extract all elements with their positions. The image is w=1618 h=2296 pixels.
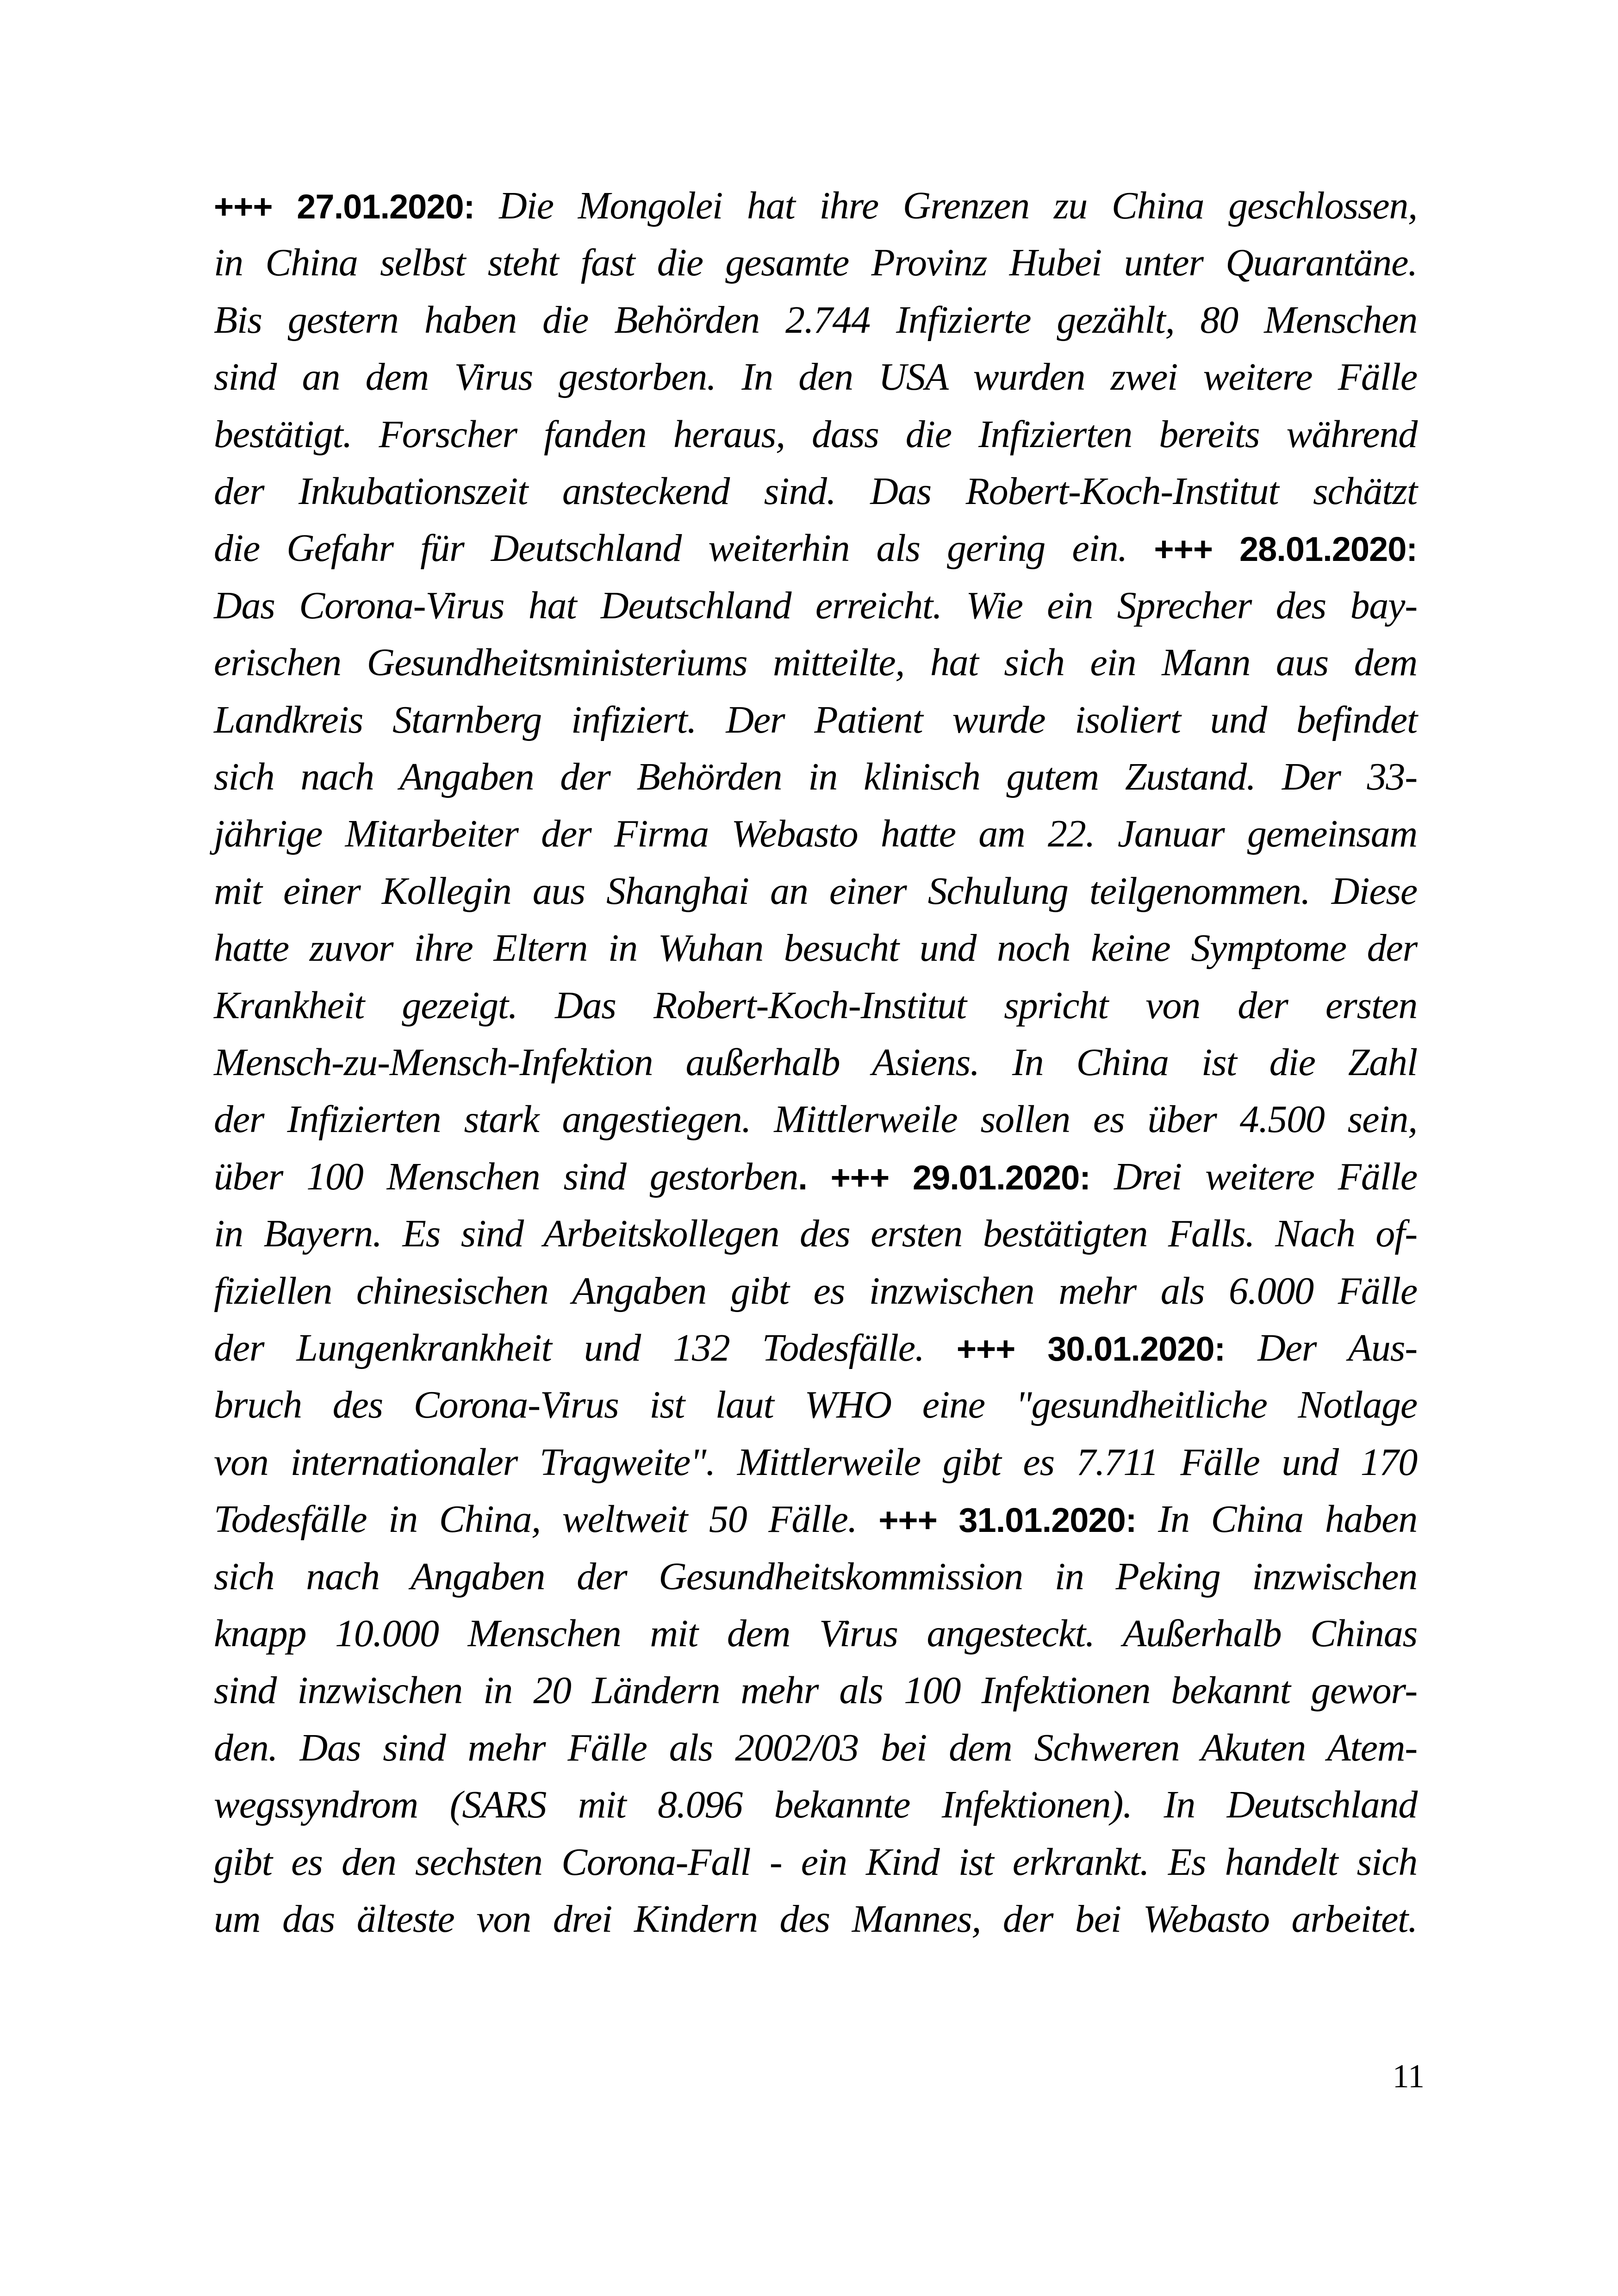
text-run: wegssyndrom (SARS mit 8.096 bekannte Infektionen). In Deutschland: [214, 1783, 1417, 1827]
text-line: [214, 1149, 1417, 1209]
text-run: sind an dem Virus gestorben. In den USA wurden zwei weitere Fälle: [214, 355, 1417, 399]
text-run: Mensch-zu-Mensch-Infektion außerhalb Asiens. In China ist die Zahl: [214, 1041, 1417, 1084]
text-run: knapp 10.000 Menschen mit dem Virus angesteckt. Außerhalb Chinas: [214, 1612, 1417, 1655]
text-line: [214, 1663, 1417, 1723]
text-line: [214, 521, 1417, 581]
text-run: von internationaler Tragweite". Mittlerweile gibt es 7.711 Fälle und 170: [214, 1440, 1417, 1484]
text-line: [214, 292, 1417, 353]
text-run: sind inzwischen in 20 Ländern mehr als 100 Infektionen bekannt gewor-: [214, 1669, 1417, 1712]
text-line: [214, 1377, 1417, 1437]
text-line: [214, 978, 1417, 1038]
text-run: um das älteste von drei Kindern des Mannes, der bei Webasto arbeitet.: [214, 1898, 1417, 1941]
text-run: Das Corona-Virus hat Deutschland erreicht. Wie ein Sprecher des bay-: [214, 584, 1417, 627]
text-run: In China haben: [1136, 1498, 1417, 1541]
text-run: Krankheit gezeigt. Das Robert-Koch-Institut spricht von der ersten: [214, 983, 1417, 1027]
text-line: [214, 692, 1417, 753]
text-run: Die Mongolei hat ihre Grenzen zu China geschlossen,: [474, 184, 1417, 227]
text-run: den. Das sind mehr Fälle als 2002/03 bei dem Schweren Akuten Atem-: [214, 1726, 1417, 1769]
text-line: [214, 1606, 1417, 1666]
text-run: der Inkubationszeit ansteckend sind. Das Robert-Koch-Institut schätzt: [214, 470, 1417, 513]
date-marker: +++ 27.01.2020:: [214, 187, 475, 226]
text-line: [214, 1892, 1417, 1952]
text-run: in China selbst steht fast die gesamte Provinz Hubei unter Quarantäne.: [214, 241, 1417, 285]
text-run: hatte zuvor ihre Eltern in Wuhan besucht und noch keine Symptome der: [214, 927, 1417, 970]
text-run: über 100 Menschen sind gestorben: [214, 1155, 798, 1198]
text-line: [214, 178, 1417, 238]
text-line: [214, 1435, 1417, 1495]
text-line: [214, 749, 1417, 809]
text-run: Landkreis Starnberg infiziert. Der Patient wurde isoliert und befindet: [214, 698, 1417, 741]
text-run: der Infizierten stark angestiegen. Mittlerweile sollen es über 4.500 sein,: [214, 1098, 1417, 1141]
text-line: [214, 635, 1417, 695]
text-run: in Bayern. Es sind Arbeitskollegen des ersten bestätigten Falls. Nach of-: [214, 1212, 1417, 1256]
text-run: bestätigt. Forscher fanden heraus, dass die Infizierten bereits während: [214, 412, 1417, 456]
text-run: jährige Mitarbeiter der Firma Webasto hatte am 22. Januar gemeinsam: [214, 812, 1417, 856]
text-line: [214, 1320, 1417, 1381]
text-line: [214, 407, 1417, 467]
text-run: erischen Gesundheitsministeriums mitteilte, hat sich ein Mann aus dem: [214, 641, 1417, 684]
text-line: [214, 578, 1417, 638]
text-line: [214, 1035, 1417, 1095]
text-line: [214, 806, 1417, 866]
text-line: [214, 921, 1417, 981]
text-run: die Gefahr für Deutschland weiterhin als gering ein.: [214, 527, 1154, 570]
date-marker: +++ 30.01.2020:: [956, 1330, 1226, 1368]
text-line: [214, 1492, 1417, 1552]
text-run: bruch des Corona-Virus ist laut WHO eine "gesundheitliche Notlage: [214, 1383, 1417, 1427]
text-run: Der Aus-: [1225, 1326, 1417, 1369]
page-number: 11: [1392, 2058, 1425, 2095]
date-marker: +++ 31.01.2020:: [878, 1501, 1137, 1540]
text-run: Bis gestern haben die Behörden 2.744 Infizierte gezählt, 80 Menschen: [214, 298, 1417, 342]
text-line: [214, 864, 1417, 924]
text-run: sich nach Angaben der Gesundheitskommission in Peking inzwischen: [214, 1555, 1417, 1598]
text-run: mit einer Kollegin aus Shanghai an einer Schulung teilgenommen. Diese: [214, 869, 1417, 913]
text-line: [214, 235, 1417, 295]
date-marker: . +++ 29.01.2020:: [798, 1158, 1090, 1197]
text-line: [214, 1206, 1417, 1266]
text-line: [214, 464, 1417, 524]
text-run: gibt es den sechsten Corona-Fall - ein Kind ist erkrankt. Es handelt sich: [214, 1840, 1417, 1884]
text-run: Todesfälle in China, weltweit 50 Fälle.: [214, 1498, 879, 1541]
text-line: [214, 349, 1417, 410]
text-run: fiziellen chinesischen Angaben gibt es inzwischen mehr als 6.000 Fälle: [214, 1269, 1417, 1313]
text-line: [214, 1835, 1417, 1895]
text-line: [214, 1263, 1417, 1324]
text-line: [214, 1092, 1417, 1152]
text-line: [214, 1777, 1417, 1837]
text-run: sich nach Angaben der Behörden in klinisch gutem Zustand. Der 33-: [214, 755, 1417, 798]
text-run: Drei weitere Fälle: [1090, 1155, 1417, 1198]
text-run: der Lungenkrankheit und 132 Todesfälle.: [214, 1326, 957, 1369]
date-marker: +++ 28.01.2020:: [1154, 530, 1417, 569]
text-line: [214, 1720, 1417, 1780]
text-line: [214, 1549, 1417, 1609]
